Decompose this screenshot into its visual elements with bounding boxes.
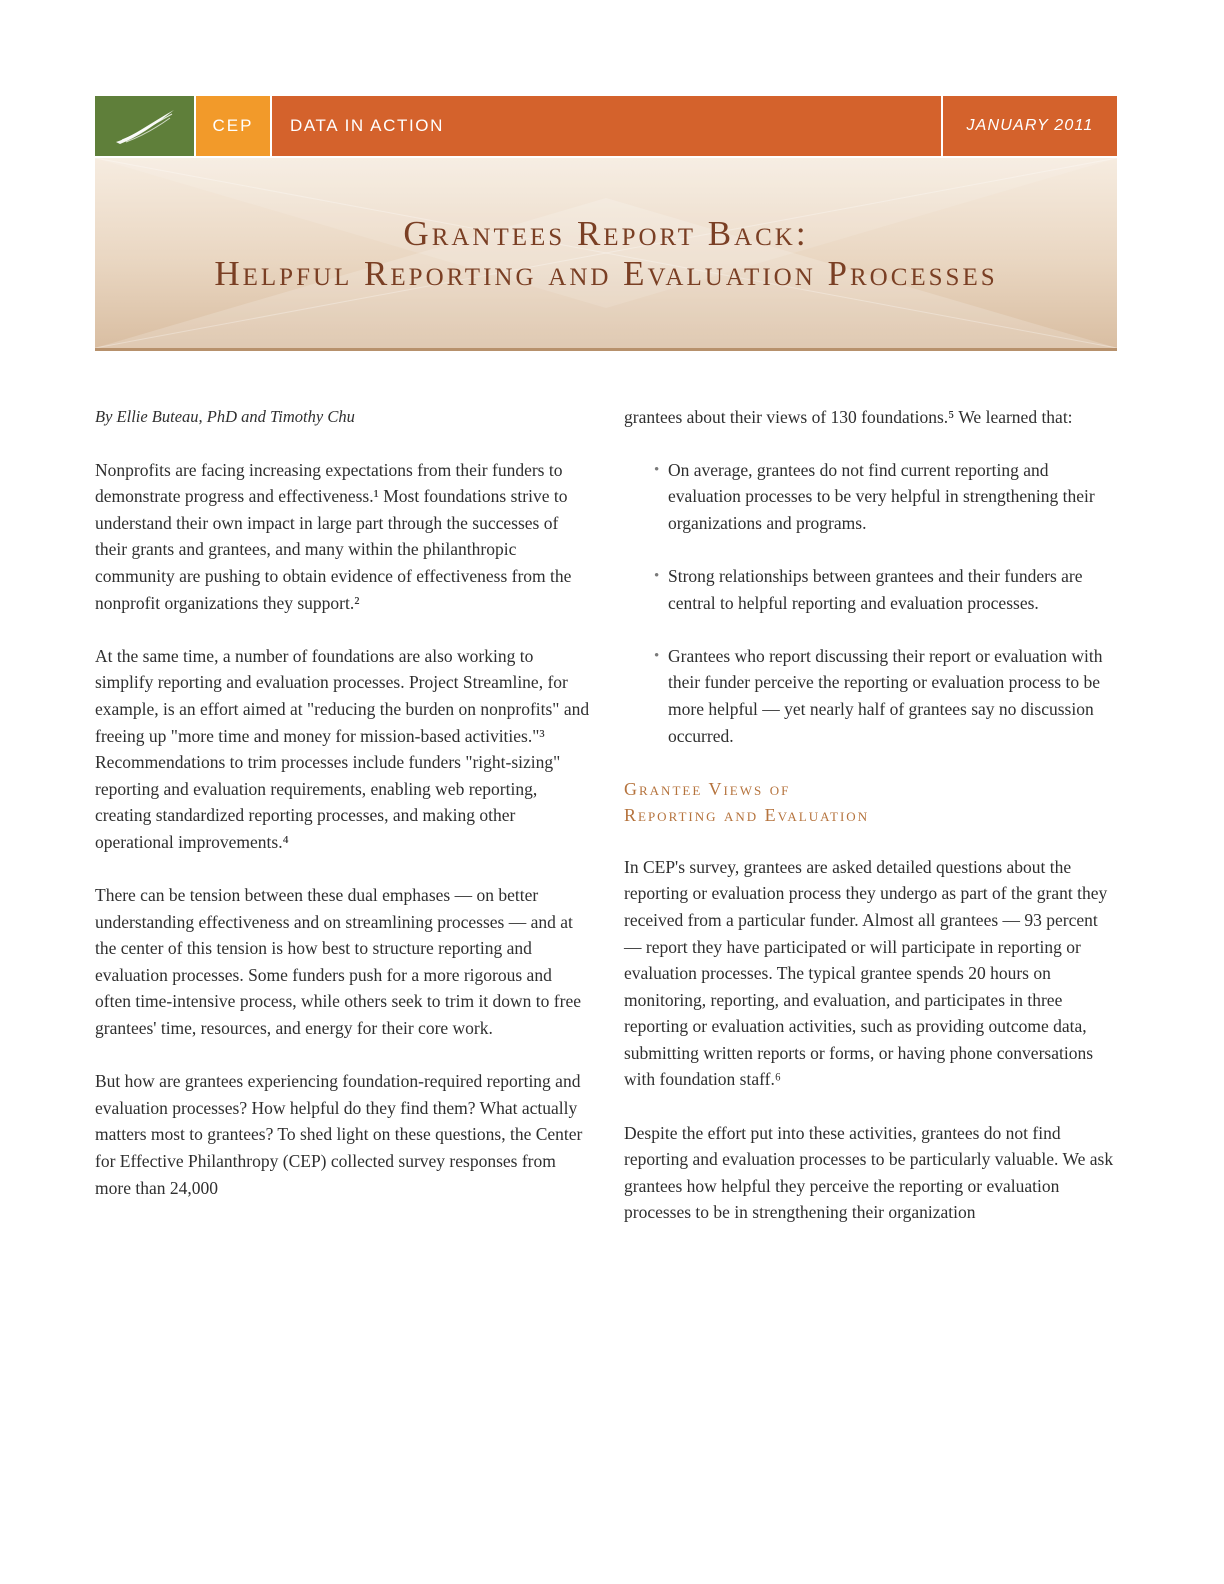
findings-list xyxy=(624,457,1114,750)
org-label: CEP xyxy=(196,96,272,156)
section-heading xyxy=(624,776,1114,828)
list-item-text: Grantees who report discussing their report or evaluation with their funder perceive the reporting or evaluation process to be more helpful — yet nearly half of grantees say no discussion occurred. xyxy=(668,645,1103,746)
bullet-icon: • xyxy=(654,567,660,584)
header-bar xyxy=(95,96,1117,156)
section-heading-line-2: Reporting and Evaluation xyxy=(624,804,870,825)
title-line-2: Helpful Reporting and Evaluation Processes xyxy=(214,254,998,293)
paragraph: At the same time, a number of foundations are also working to simplify reporting and evaluation processes. Project Streamline, for example, is an effort aimed at "reducing the burden on nonprofits" and freeing up "more time and money for mission-based activities."³ Recommendations to trim processes include funders "right-sizing" reporting and evaluation requirements, enabling web reporting, creating standardized reporting processes, and making other operational improvements.⁴ xyxy=(95,645,590,852)
swoosh-logo-icon xyxy=(112,106,178,146)
byline: By Ellie Buteau, PhD and Timothy Chu xyxy=(95,407,355,426)
series-label: DATA IN ACTION xyxy=(290,116,445,135)
list-item xyxy=(624,457,1114,537)
page-title xyxy=(95,214,1117,294)
bullet-icon: • xyxy=(654,647,660,664)
issue-date: JANUARY 2011 xyxy=(941,96,1117,156)
paragraph: Despite the effort put into these activities, grantees do not find reporting and evaluation processes to be particularly valuable. We ask grantees how helpful they perceive the reporting or evaluation processes to be in strengthening their organization xyxy=(624,1122,1114,1223)
paragraph: There can be tension between these dual emphases — on better understanding effectiveness and on streamlining processes — and at the center of this tension is how best to structure reporting and evaluation processes. Some funders push for a more rigorous and often time-intensive process, while others seek to trim it down to free grantees' time, resources, and energy for their core work. xyxy=(95,885,581,1039)
title-panel xyxy=(95,158,1117,351)
list-item xyxy=(624,563,1114,616)
section-heading-line-1: Grantee Views of xyxy=(624,778,791,799)
title-line-1: Grantees Report Back: xyxy=(403,214,809,253)
list-item xyxy=(624,643,1114,749)
cep-logo xyxy=(95,96,196,156)
paragraph: grantees about their views of 130 foundations.⁵ We learned that: xyxy=(624,407,1073,427)
paragraph: But how are grantees experiencing foundation-required reporting and evaluation processes? How helpful do they find them? What actually matters most to grantees? To shed light on these questions, the Center for Effective Philanthropy (CEP) collected survey responses from more than 24,000 xyxy=(95,1071,583,1198)
list-item-text: Strong relationships between grantees and their funders are central to helpful reporting and evaluation processes. xyxy=(668,565,1083,613)
left-column xyxy=(95,404,590,1228)
bullet-icon: • xyxy=(654,461,660,478)
paragraph: Nonprofits are facing increasing expectations from their funders to demonstrate progress and effectiveness.¹ Most foundations strive to understand their own impact in large part through the successes of their grants and grantees, and many within the philanthropic community are pushing to obtain evidence of effectiveness from the nonprofit organizations they support.² xyxy=(95,459,572,613)
paragraph: In CEP's survey, grantees are asked detailed questions about the reporting or evaluation process they undergo as part of the grant they received from a particular funder. Almost all grantees — 93 percent — report they have participated or will participate in reporting or evaluation processes. The typical grantee spends 20 hours on monitoring, reporting, and evaluation, and participates in three reporting or evaluation activities, such as providing outcome data, submitting written reports or forms, or having phone conversations with foundation staff.⁶ xyxy=(624,856,1108,1090)
list-item-text: On average, grantees do not find current reporting and evaluation processes to be very helpful in strengthening their organizations and programs. xyxy=(668,459,1095,533)
right-column xyxy=(624,404,1114,1253)
